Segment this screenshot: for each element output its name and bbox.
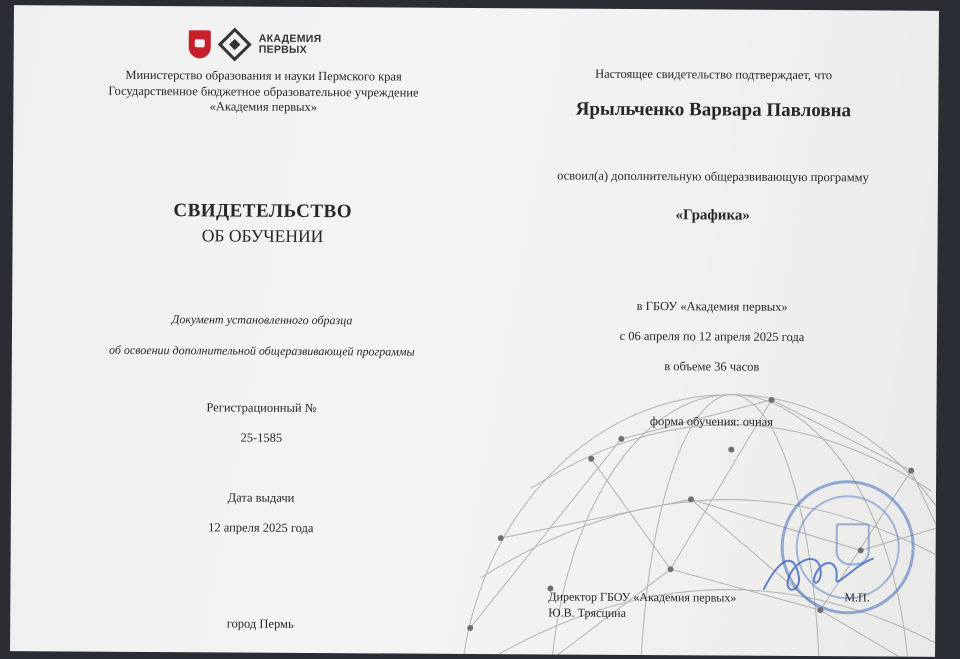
title-sub: ОБ ОБУЧЕНИИ: [201, 225, 324, 247]
document-title: [103, 200, 423, 248]
issue-date-value: 12 апреля 2025 года: [208, 520, 314, 536]
certificate-sheet: [10, 5, 939, 657]
header-logos: [189, 30, 322, 59]
director-name: Ю.В. Трясцина: [548, 605, 626, 620]
document-note-line-2: об освоении дополнительной общеразвивающей программы: [108, 342, 415, 359]
document-note-line-1: Документ установленного образца: [171, 312, 353, 328]
director-title: Директор ГБОУ «Академия первых»: [548, 589, 737, 605]
program-details: [572, 299, 852, 376]
study-volume: в объеме 36 часов: [664, 359, 760, 374]
city: город Пермь: [226, 616, 294, 631]
issuer-institution-type: Государственное бюджетное образовательное учреждение: [108, 83, 419, 100]
brand-line-1: АКАДЕМИЯ: [258, 32, 322, 46]
title-main: СВИДЕТЕЛЬСТВО: [173, 200, 353, 223]
registration-number: 25-1585: [240, 430, 283, 445]
student-name: Ярыльченко Варвара Павловна: [575, 98, 852, 122]
perm-krai-crest-icon: [189, 30, 211, 58]
issue-date-block: [161, 490, 361, 536]
study-form: форма обучения: очная: [649, 414, 774, 429]
study-period: с 06 апреля по 12 апреля 2025 года: [619, 328, 805, 345]
issue-date-label: Дата выдачи: [227, 490, 295, 505]
issuer-ministry: Министерство образования и науки Пермского края: [125, 67, 402, 84]
certifies-text: Настоящее свидетельство подтверждает, что: [595, 66, 833, 83]
registration-block: [161, 400, 361, 446]
brand-line-2: ПЕРВЫХ: [258, 43, 307, 56]
mastered-text: освоил(а) дополнительную общеразвивающую программу: [557, 168, 869, 185]
issuer-institution-name: «Академия первых»: [209, 99, 318, 115]
registration-label: Регистрационный №: [206, 400, 317, 416]
program-name: «Графика»: [675, 207, 750, 224]
seal-place-mark: М.П.: [844, 590, 870, 605]
brand-name: [259, 34, 322, 56]
director-block: [548, 588, 788, 621]
document-note: [62, 311, 462, 359]
issuer-block: [73, 68, 453, 117]
akademia-pervyh-logo-icon: [218, 28, 252, 62]
institution: в ГБОУ «Академия первых»: [636, 298, 788, 314]
